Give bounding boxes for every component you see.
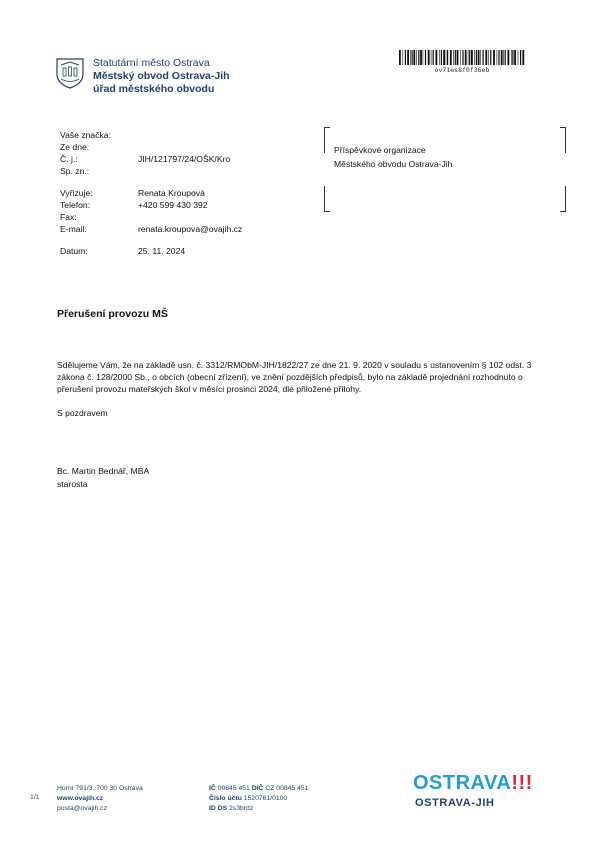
brand-wordmark [413,772,533,795]
footer-web-link[interactable]: www.ovajih.cz [57,794,104,802]
account-label: Číslo účtu [209,794,242,802]
recipient-address [334,143,452,171]
dic-value: CZ 00845 451 [265,785,309,792]
reference-label: E-mail: [60,224,87,234]
reference-value: Renata Kroupová [138,188,205,198]
signatory-title: starosta [57,478,88,489]
recipient-line: Příspěvkové organizace [334,145,426,155]
reference-value: JIH/121797/24/OŠK/Kro [138,154,231,164]
letter-subject: Přerušení provozu MŠ [57,308,168,320]
page-number: 1/1 [30,794,40,801]
address-corner-mark [560,186,566,212]
data-box-value: 2s3brdz [229,804,254,812]
reference-label: Ze dne: [60,142,90,152]
reference-label: Datum: [60,246,88,256]
reference-label: Fax: [60,212,77,222]
city-coat-of-arms-icon [55,57,85,89]
dic-label: DIČ [251,785,264,792]
brand-exclamation: !!! [511,772,533,794]
header-city: Statutární město Ostrava [93,57,210,69]
address-corner-mark [560,127,566,153]
address-corner-mark [324,186,330,212]
signature-block [57,465,149,490]
reference-label: Č. j.: [60,154,78,164]
ic-value: 00845 451 [217,785,250,792]
address-corner-mark [324,127,330,153]
footer-ids [209,784,308,813]
ic-label: IČ [209,785,216,792]
greeting: S pozdravem [57,408,108,418]
reference-value: renata.kroupova@ovajih.cz [138,224,243,234]
letter-body: Sdělujeme Vám, že na základě usn. č. 3312/RMObM-JIH/1822/27 ze dne 21. 9. 2020 v souladu s ustanovením § 102 odst. 3 zákona č. 128/2000 Sb., o obcích (obecní zřízení), ve znění pozdějších předpisů, bylo na základě projednání rozhodnuto o přerušení provozu mateřských škol v měsíci prosinci 2024, dle přiložené přílohy. [57,360,532,395]
recipient-line: Městského obvodu Ostrava-Jih [334,159,453,169]
reference-value: 25. 11. 2024 [138,246,186,256]
header-district: Městský obvod Ostrava-Jih [93,70,230,82]
data-box-label: ID DS [209,804,228,812]
brand-subtitle: OSTRAVA-JIH [415,797,495,809]
barcode [399,50,525,65]
footer-address: Horní 791/3, 700 30 Ostrava [57,785,143,792]
account-value: 1520761/0100 [243,794,288,802]
reference-label: Vaše značka: [60,130,111,140]
reference-value: +420 599 430 392 [138,200,208,210]
reference-label: Sp. zn.: [60,166,90,176]
brand-main-text: OSTRAVA [413,772,512,794]
ostrava-jih-logo [413,772,568,814]
reference-label: Vyřizuje: [60,188,93,198]
barcode-text: ov71es8f0f36eb [434,66,490,74]
signatory-name: Bc. Martin Bednář, MBA [57,466,150,476]
footer-email-link[interactable]: posta@ovajih.cz [57,804,107,812]
office-header [93,57,230,96]
reference-label: Telefon: [60,200,91,210]
footer-contact [57,784,143,813]
header-office: úřad městského obvodu [93,83,215,95]
